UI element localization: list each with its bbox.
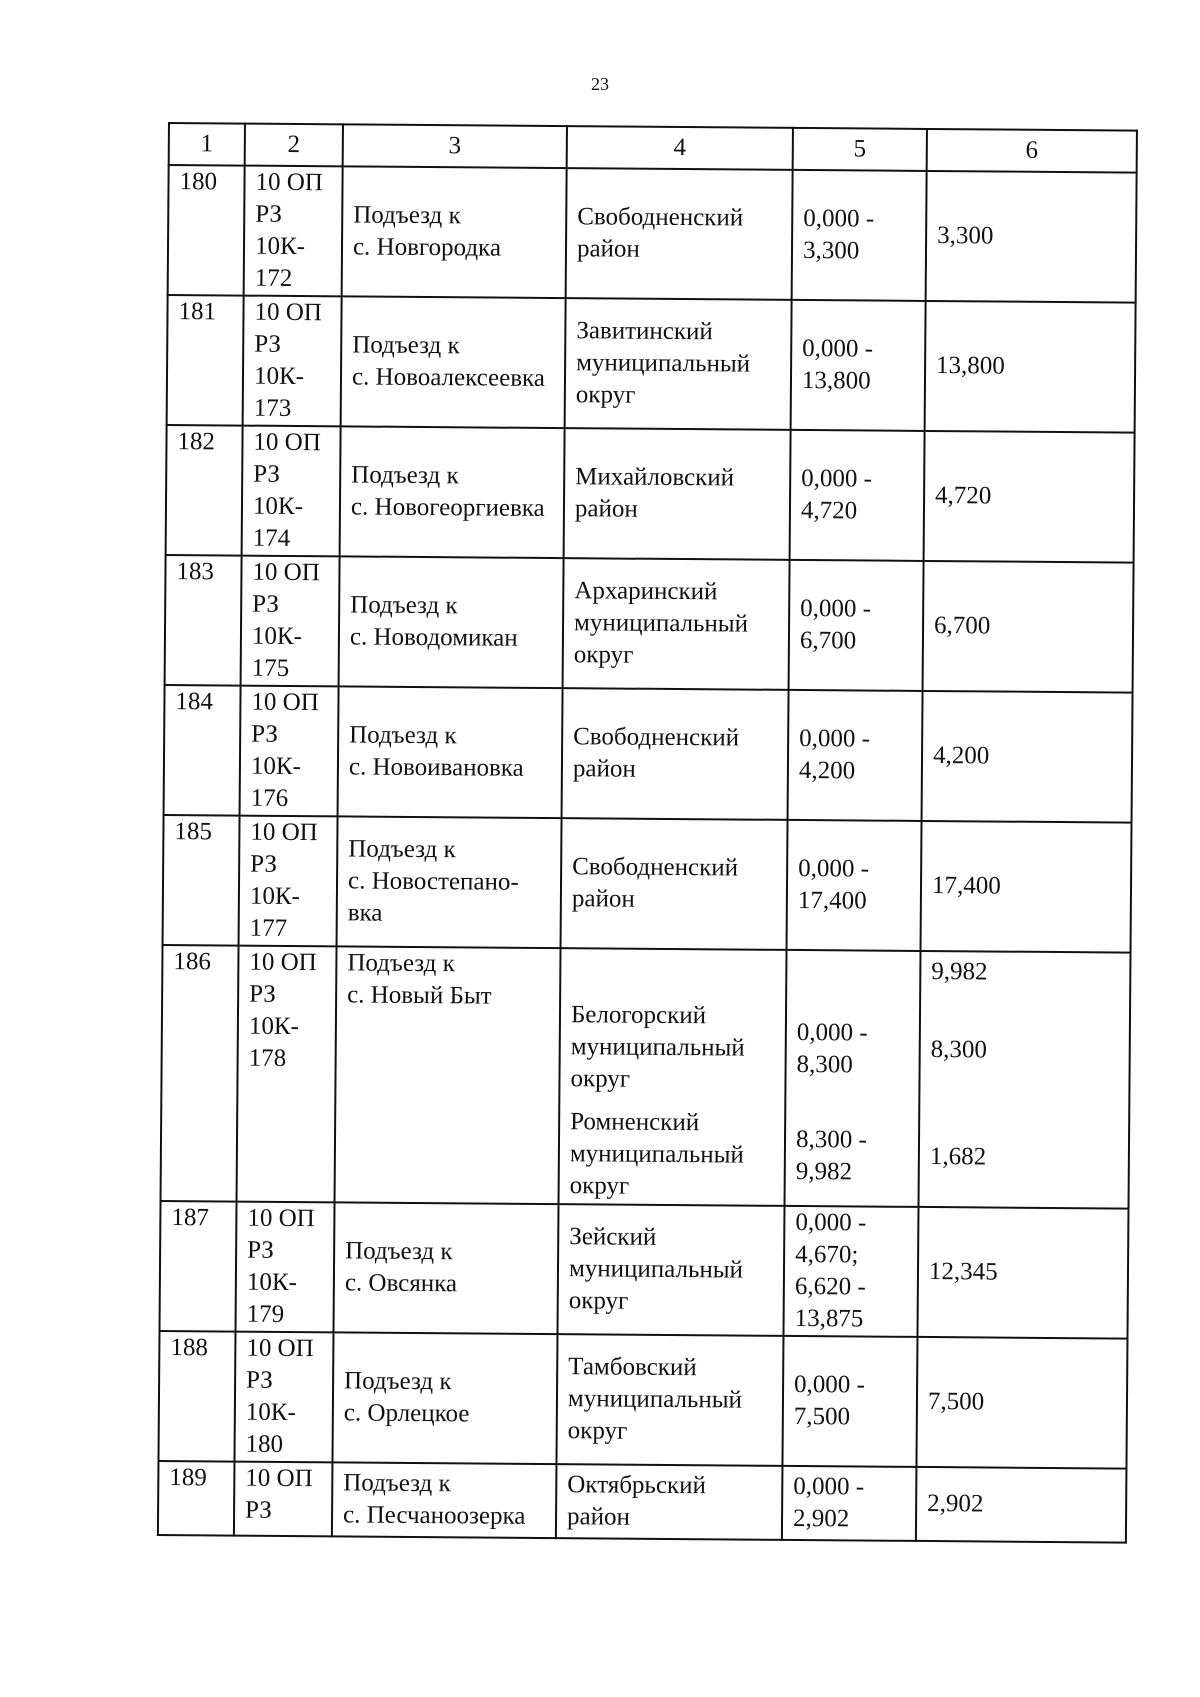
km-range-line: 0,000 - [803,204,875,233]
road-code [239,816,338,947]
road-code-line: 10 ОП [247,1204,315,1233]
table-row [161,945,1131,1209]
table-row [165,555,1134,693]
road-name-line: с. Песчаноозерка [342,1501,526,1530]
district-line: Свободненский [572,853,739,882]
road-code-line: 177 [249,914,288,942]
page-number: 23 [591,74,609,94]
road-name-line: Подъезд к [343,1469,451,1498]
km-range-line: 4,200 [798,756,856,785]
road-length: 3,300 [926,171,1137,303]
district [556,1464,783,1540]
district [557,1204,784,1336]
table-row [167,295,1136,433]
district-line: округ [573,641,634,669]
road-code-line: РЗ [249,980,276,1008]
road-name-line: Подъезд к [353,201,461,230]
district-line: Завитинский [576,317,713,346]
segment-range [796,991,909,1108]
km-range-line: 2,902 [792,1504,850,1533]
district [566,168,793,300]
column-header: 2 [245,124,343,167]
row-number: 184 [164,685,241,816]
road-code-line: 10 ОП [249,948,317,977]
road-name-line: Подъезд к [350,591,458,620]
road-name [335,946,561,1204]
road-code-line: РЗ [255,200,283,228]
road-name [337,816,562,948]
district-line: округ [570,1065,631,1093]
km-range-line: 0,000 - [802,334,874,363]
km-range-line: 4,670; [795,1240,859,1269]
km-range [783,1206,918,1337]
road-code-line: 10 ОП [253,428,321,457]
road-code [241,556,340,687]
km-range [790,430,925,561]
segment-range [796,1107,909,1206]
district-line: район [574,495,638,523]
road-code-line: 10 ОП [251,688,319,717]
km-range [782,1336,917,1467]
segment-district [570,989,775,1107]
road-name-line: Подъезд к [349,721,457,750]
road-code-line: 10К- [251,622,303,651]
road-code-line: 174 [252,524,291,552]
district-line: Михайловский [575,463,735,492]
row-number: 185 [163,815,240,946]
district-line: Зейский [569,1223,657,1251]
km-range [789,560,924,691]
road-length: 2,902 [916,1467,1127,1543]
road-code [243,296,342,427]
district [564,428,791,560]
road-code-line: 10К- [252,492,304,521]
roads-table [157,122,1138,1544]
road-code-line: 173 [253,394,292,422]
km-range-line: 0,000 - [801,464,873,493]
road-name-line: Подъезд к [348,835,456,864]
road-name-line: с. Новгородка [352,233,502,262]
road-code-line: 10К- [249,882,301,911]
road-code [242,426,341,557]
road-name-line: с. Новогеоргиевка [350,493,545,522]
road-name-line: Подъезд к [344,1367,452,1396]
row-number: 180 [168,165,245,296]
road-code-line: 10К- [253,362,305,391]
km-range-line: 8,300 - [795,1125,867,1154]
total-length: 9,982 [931,958,988,986]
road-name [332,1332,557,1464]
road-length: 7,500 [916,1337,1127,1469]
table-body [158,165,1137,1543]
district [559,948,787,1206]
km-range-line: 6,700 [799,626,857,655]
road-code-line: 10 ОП [255,168,323,197]
road-name-line: Подъезд к [347,949,455,978]
road-name-line: с. Овсянка [344,1269,458,1298]
district-line: Свободненский [573,723,740,752]
road-code-line: 176 [250,784,289,812]
table-row [160,1201,1129,1339]
segment-length [930,992,1119,1109]
road-length: 12,345 [917,1207,1128,1339]
road-code-line: 178 [248,1044,287,1072]
km-range [788,690,923,821]
road-code-line: РЗ [246,1366,273,1394]
column-header: 6 [927,129,1137,173]
km-range-line: 0,000 - [796,1018,868,1047]
road-name-line: с. Новостепано- [347,867,519,896]
road-name [332,1462,557,1538]
km-range-line: 0,000 - [795,1208,867,1237]
road-code [244,166,343,297]
road-length: 17,400 [921,821,1132,953]
road-length: 4,200 [922,691,1133,823]
road-name [339,556,564,688]
km-range-line: 13,875 [794,1304,864,1333]
district-line: муниципальный [568,1255,744,1284]
road-code [237,946,337,1203]
road-length [919,951,1131,1209]
road-code [234,1332,333,1463]
district [565,298,792,430]
km-range [785,950,921,1207]
km-range [792,170,927,301]
road-code [240,686,339,817]
road-code-line: 10 ОП [252,558,320,587]
district-line: район [576,235,640,263]
district-line: округ [567,1417,628,1445]
road-code-line: 10К- [248,1012,300,1041]
district [561,818,788,950]
road-code-line: 10К- [250,752,302,781]
road-name-line: с. Новоивановка [348,753,524,782]
km-range [782,1466,917,1541]
table-row [164,685,1133,823]
road-length: 13,800 [925,301,1136,433]
road-length: 4,720 [924,431,1135,563]
district-line: Ромненский [570,1108,700,1137]
district-line: Свободненский [577,203,744,232]
road-code-line: 180 [245,1430,284,1458]
segment-spacer [571,949,775,991]
road-code-line: 172 [254,264,293,292]
road-name [333,1202,558,1334]
segment-district [570,1105,775,1205]
road-code-line: 10К- [246,1268,297,1297]
district [563,558,790,690]
km-range-line: 13,800 [801,366,871,395]
km-range-line: 4,720 [800,496,858,525]
road-code-line: 10 ОП [250,818,318,847]
row-number: 183 [165,555,242,686]
km-range [791,300,926,431]
row-number: 181 [167,295,244,426]
district-line: район [571,885,635,913]
road-code-line: РЗ [253,460,281,488]
road-code [236,1202,335,1333]
road-code-line: РЗ [244,1496,272,1524]
table-row [158,1331,1127,1469]
road-code-line: РЗ [247,1236,274,1264]
table-row [158,1461,1127,1543]
district-line: Октябрьский [567,1471,707,1500]
column-header: 5 [793,128,927,171]
segment-spacer [797,951,909,992]
district-line: район [572,755,636,783]
road-name-line: с. Новоалексеевка [351,363,546,392]
km-range-line: 0,000 - [798,854,870,883]
district-line: округ [569,1172,630,1200]
district-line: муниципальный [576,349,751,378]
km-range-line: 6,620 - [794,1272,866,1301]
road-name [340,426,565,558]
road-name-line: Подъезд к [351,461,459,490]
road-name-line: вка [347,899,383,927]
km-range-line: 9,982 [795,1157,853,1186]
row-number: 188 [158,1331,235,1462]
district-line: муниципальный [570,1033,745,1062]
km-range-line: 17,400 [797,886,867,915]
road-code [234,1462,333,1537]
column-header: 4 [567,126,793,170]
km-range-line: 0,000 - [800,594,872,623]
table-row [168,165,1137,303]
row-number: 187 [160,1201,237,1332]
km-range-line: 0,000 - [793,1370,866,1399]
km-range-line: 8,300 [796,1050,853,1079]
district-line: округ [568,1287,629,1315]
road-code-line: РЗ [251,720,279,748]
district-line: Белогорский [570,1001,707,1030]
row-number: 186 [161,945,239,1202]
district [556,1334,783,1466]
km-range-line: 0,000 - [793,1472,865,1501]
district-line: Архаринский [574,577,718,606]
district-line: муниципальный [573,609,749,638]
row-number: 189 [158,1461,235,1536]
district-line: район [566,1503,631,1531]
road-length: 6,700 [923,561,1134,693]
road-name-line: с. Орлецкое [343,1399,470,1428]
road-code-line: 10 ОП [246,1334,314,1363]
road-code-line: РЗ [250,850,278,878]
column-header: 3 [343,124,567,168]
road-code-line: 175 [251,654,290,682]
road-name [341,296,566,428]
km-range-line: 3,300 [802,236,860,265]
road-name-line: с. Новый Быт [347,981,492,1010]
table-row [163,815,1132,953]
road-name [342,166,567,298]
road-name [338,686,563,818]
km-range-line: 0,000 - [799,724,871,753]
district-line: муниципальный [569,1140,744,1169]
road-code-line: 179 [246,1300,285,1328]
table-row [166,425,1135,563]
segment-length [930,1108,1119,1207]
road-code-line: РЗ [254,330,282,358]
road-code-line: РЗ [252,590,280,618]
road-code-line: 10 ОП [254,298,322,327]
road-code-line: 10 ОП [245,1464,313,1493]
road-name-line: Подъезд к [352,331,460,360]
road-name-line: Подъезд к [345,1237,453,1266]
district [562,688,789,820]
column-header: 1 [169,123,245,166]
segment-length-value: 1,682 [929,1143,987,1171]
district-line: муниципальный [567,1385,743,1414]
district-line: Тамбовский [568,1353,697,1382]
row-number: 182 [166,425,243,556]
segment-length-value: 8,300 [930,1036,988,1064]
road-code-line: 10К- [245,1398,296,1427]
km-range-line: 7,500 [793,1402,851,1431]
km-range [787,820,922,951]
road-code-line: 10К- [254,232,306,261]
district-line: округ [575,381,636,409]
road-name-line: с. Новодомикан [349,623,518,652]
